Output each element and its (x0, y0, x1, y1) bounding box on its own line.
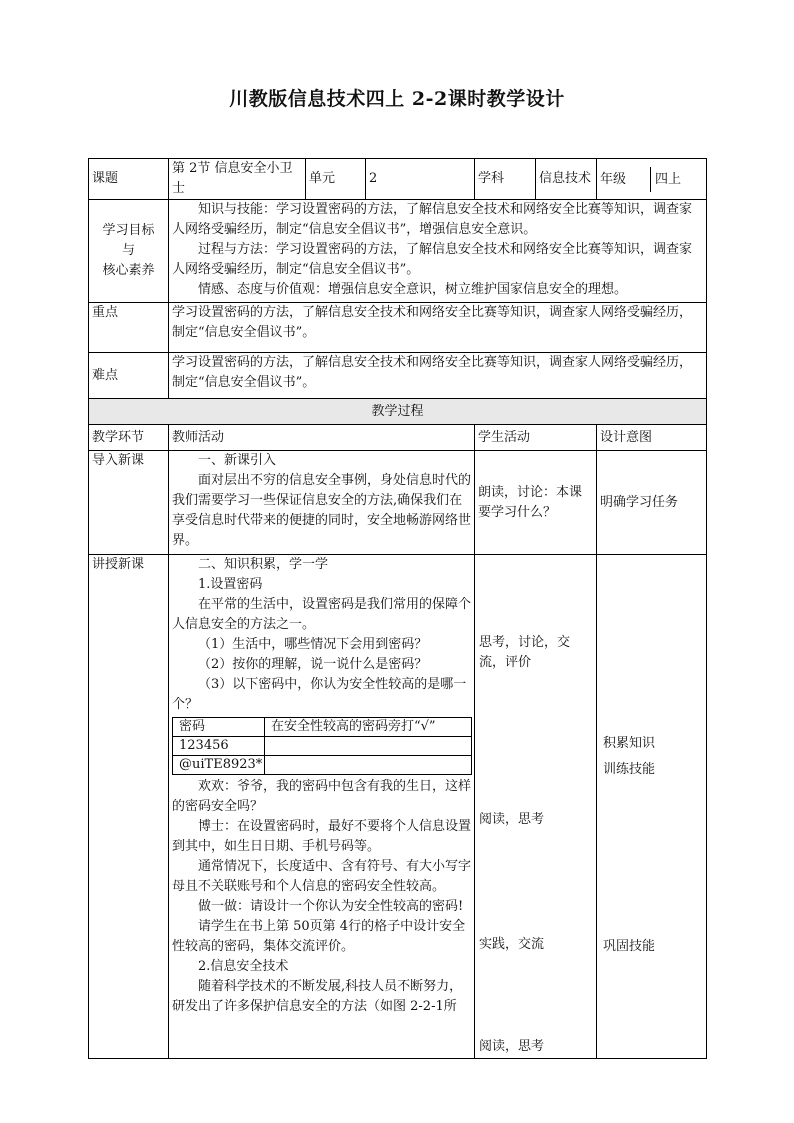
topic-label: 课题 (89, 159, 169, 200)
difficulty-row (89, 353, 707, 399)
intent-2: 巩固技能 (603, 939, 656, 954)
lecture-row (89, 555, 707, 1059)
goal-knowledge: 知识与技能：学习设置密码的方法，了解信息安全技术和网络安全比赛等知识，调查家人网络受骗经历，制定“信息安全倡议书”，增强信息安全意识。 (172, 202, 693, 237)
check-cell (265, 737, 472, 756)
subject-value: 信息技术 (536, 159, 597, 200)
goals-label-line3: 核心素养 (102, 263, 155, 278)
password-option: @uiTE8923* (173, 756, 265, 775)
intro-intent: 明确学习任务 (597, 451, 707, 555)
student-activity-1: 思考，讨论，交流，评价 (479, 635, 571, 670)
grade-cell (597, 159, 707, 200)
goal-process: 过程与方法：学习设置密码的方法，了解信息安全技术和网络安全比赛等知识，调查家人网络受骗经历，制定“信息安全倡议书”。 (172, 242, 693, 277)
lecture-intent (597, 555, 707, 1059)
grade-value: 四上 (655, 171, 682, 187)
unit-label: 单元 (306, 159, 366, 200)
lecture-text: 随着科学技术的不断发展,科技人员不断努力，研发出了许多保护信息安全的方法（如图 2-2-1所 (172, 979, 463, 1014)
lecture-text: 通常情况下，长度适中、含有符号、有大小写字母且不关联账号和个人信息的密码安全性较高。 (172, 859, 472, 894)
lecture-dialog-doctor: 博士：在设置密码时，最好不要将个人信息设置到其中，如生日日期、手机号码等。 (172, 819, 472, 854)
lecture-subheading-password: 1.设置密码 (198, 577, 263, 592)
process-banner: 教学过程 (89, 399, 707, 425)
student-activity-4: 阅读，思考 (479, 1039, 545, 1054)
lecture-question-3: （3）以下密码中，你认为安全性较高的是哪一个？ (172, 677, 467, 712)
header-student: 学生活动 (475, 425, 597, 451)
password-option: 123456 (173, 737, 265, 756)
lecture-text: 请学生在书上第 50页第 4行的格子中设计安全性较高的密码，集体交流评价。 (172, 919, 466, 954)
password-col-header: 密码 (173, 718, 265, 737)
grade-label: 年级 (597, 167, 651, 192)
goal-emotion: 情感、态度与价值观：增强信息安全意识，树立维护国家信息安全的理想。 (198, 282, 628, 297)
difficulty-text: 学习设置密码的方法，了解信息安全技术和网络安全比赛等知识，调查家人网络受骗经历，制定“信息安全倡议书”。 (169, 353, 707, 399)
intent-1a: 积累知识 (603, 736, 656, 751)
key-point-text: 学习设置密码的方法，了解信息安全技术和网络安全比赛等知识，调查家人网络受骗经历，制定“信息安全倡议书”。 (169, 303, 707, 353)
lecture-student (475, 555, 597, 1059)
intro-teacher (169, 451, 475, 555)
key-point-row (89, 303, 707, 353)
header-stage: 教学环节 (89, 425, 169, 451)
document-title: 川教版信息技术四上 2-2课时教学设计 (229, 88, 565, 110)
password-table (172, 717, 472, 775)
header-teacher: 教师活动 (169, 425, 475, 451)
goals-label-line2: 与 (121, 243, 135, 258)
lesson-plan-table (88, 158, 707, 1059)
intro-student: 朗读，讨论：本课要学习什么？ (475, 451, 597, 555)
lecture-teacher (169, 555, 475, 1059)
student-activity-2: 阅读，思考 (479, 812, 545, 827)
intro-body: 面对层出不穷的信息安全事例，身处信息时代的我们需要学习一些保证信息安全的方法,确保我们在享受信息时代带来的便捷的同时，安全地畅游网络世界。 (172, 473, 472, 548)
check-col-header: 在安全性较高的密码旁打“√” (265, 718, 472, 737)
lecture-task: 做一做：请设计一个你认为安全性较高的密码! (198, 899, 464, 914)
lecture-question-2: （2）按你的理解，说一说什么是密码？ (198, 657, 428, 672)
goals-content (169, 200, 707, 303)
goals-label (89, 200, 169, 303)
lecture-subheading-security: 2.信息安全技术 (198, 959, 289, 974)
process-banner-row (89, 399, 707, 425)
unit-value: 2 (366, 159, 475, 200)
topic-value: 第 2节 信息安全小卫士 (169, 159, 306, 200)
intro-stage: 导入新课 (89, 451, 169, 555)
goals-row (89, 200, 707, 303)
student-activity-3: 实践，交流 (479, 937, 545, 952)
info-row (89, 159, 707, 200)
goals-label-line1: 学习目标 (102, 223, 155, 238)
process-header-row (89, 425, 707, 451)
check-cell (265, 756, 472, 775)
intro-row (89, 451, 707, 555)
key-point-label: 重点 (89, 303, 169, 353)
lecture-dialog-huanhuan: 欢欢：爷爷，我的密码中包含有我的生日，这样的密码安全吗？ (172, 779, 472, 814)
lecture-text: 在平常的生活中，设置密码是我们常用的保障个人信息安全的方法之一。 (172, 597, 472, 632)
lecture-section-heading: 二、知识积累，学一学 (198, 557, 329, 572)
lecture-question-1: （1）生活中，哪些情况下会用到密码？ (198, 637, 428, 652)
difficulty-label: 难点 (89, 353, 169, 399)
header-intent: 设计意图 (597, 425, 707, 451)
intent-1b: 训练技能 (603, 762, 656, 777)
intro-heading: 一、新课引入 (198, 453, 277, 468)
lecture-stage: 讲授新课 (89, 555, 169, 1059)
subject-label: 学科 (475, 159, 536, 200)
